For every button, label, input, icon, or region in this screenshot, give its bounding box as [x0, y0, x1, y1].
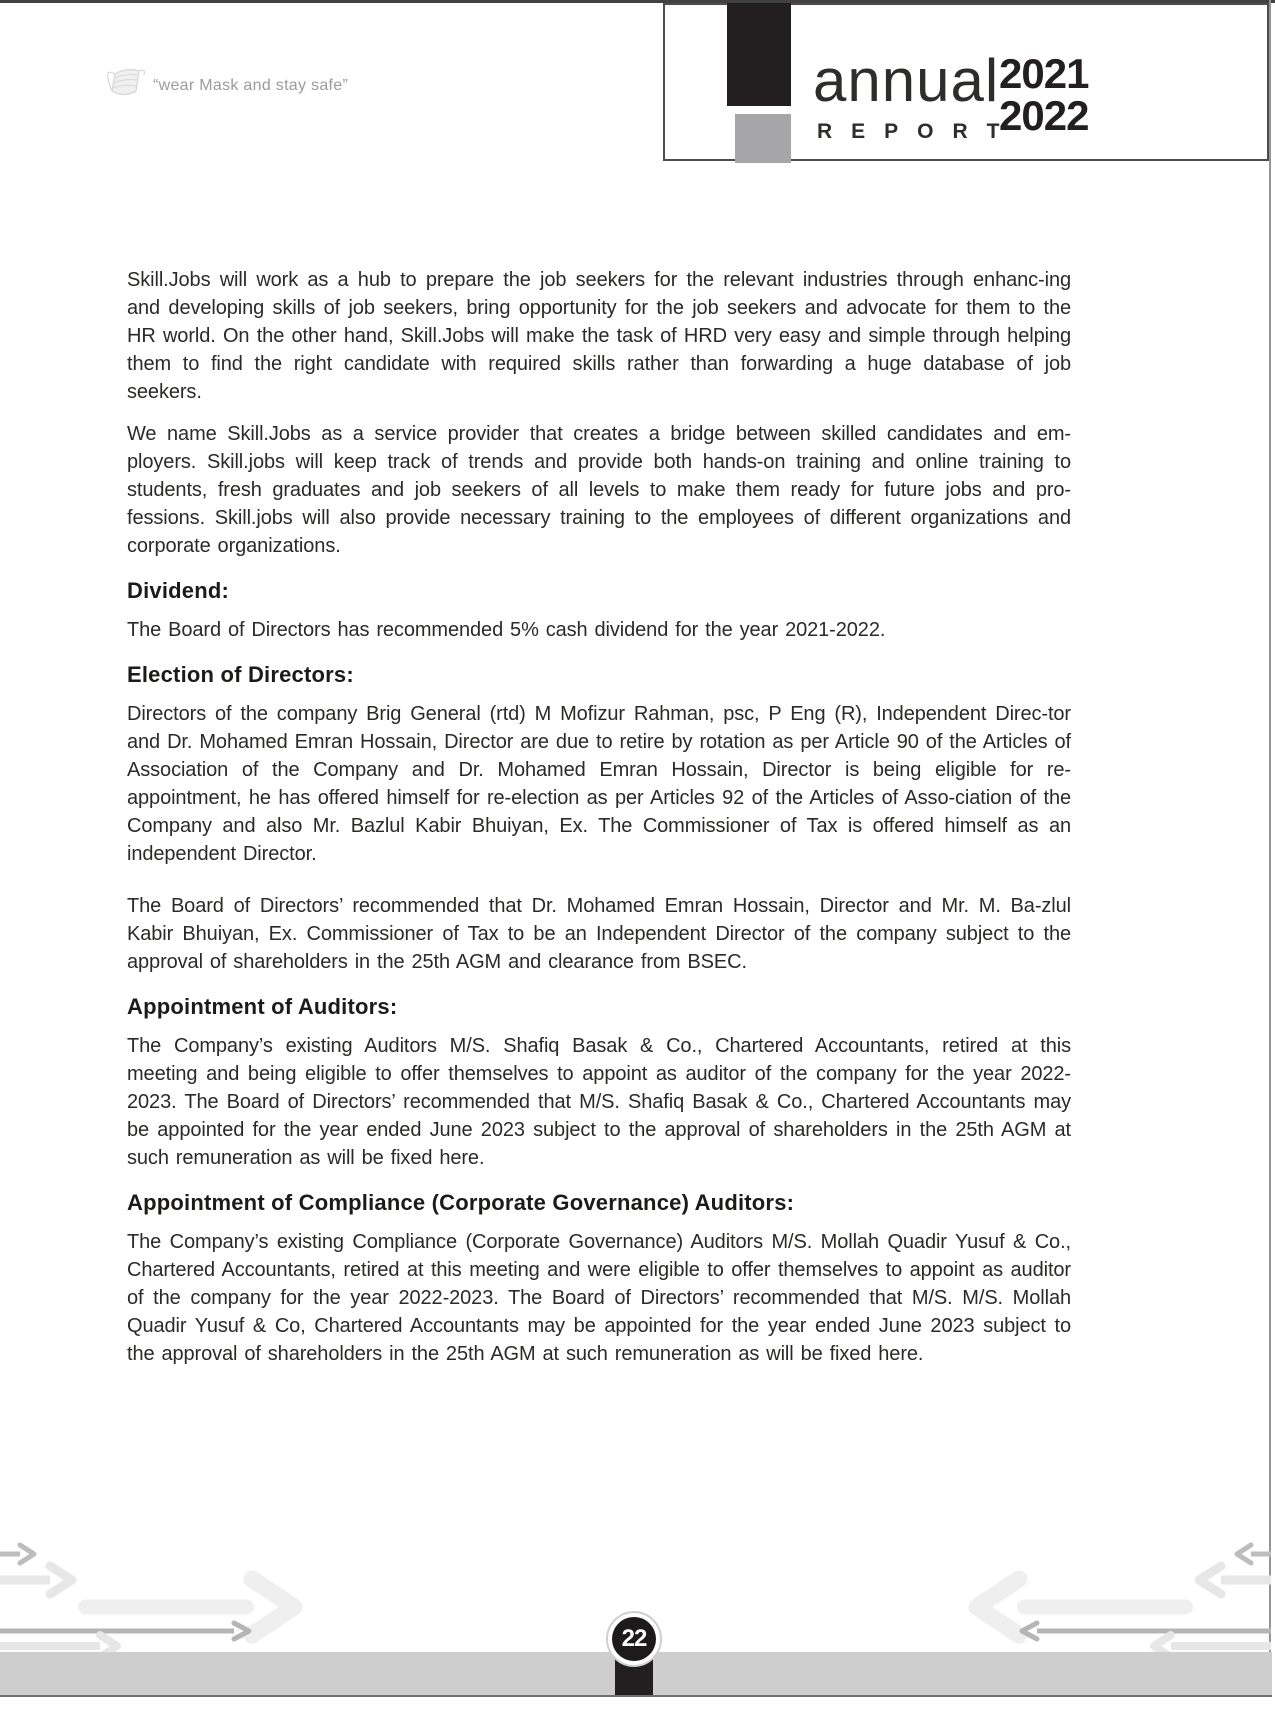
page-number-disc — [612, 1617, 656, 1661]
paragraph-skilljobs-bridge: We name Skill.Jobs as a service provider that creates a bridge between skilled candidates and em-ployers. Skill.jobs will keep track of trends and provide both hands-on training and online training to students, fresh graduates and job seekers of all levels to make them ready for future jobs and pro-fessions. Skill.jobs will also provide necessary training to the employees of different organizations and corporate organizations. — [127, 423, 1071, 557]
arrows-right-icon — [0, 1535, 310, 1660]
logo-years — [999, 50, 1089, 139]
paragraph-board-recommendation: The Board of Directors’ recommended that Dr. Mohamed Emran Hossain, Director and Mr. M. Ba-zlul Kabir Bhuiyan, Ex. Commissioner of Tax to be an Independent Director of the company subject to the approval of shareholders in the 25th AGM and clearance from BSEC. — [127, 895, 1071, 973]
page-number: 22 — [621, 1625, 647, 1652]
paragraph-dividend: The Board of Directors has recommended 5% cash dividend for the year 2021-2022. — [127, 619, 886, 641]
page-bottom-border — [0, 1695, 1272, 1697]
paragraph-auditors: The Company’s existing Auditors M/S. Shafiq Basak & Co., Chartered Accountants, retired at this meeting and being eligible to offer themselves to appoint as auditor of the company for the year 2022-2023. The Board of Directors’ recommended that M/S. Shafiq Basak & Co., Chartered Accountants may be appointed for the year ended June 2023 subject to the approval of shareholders in the 25th AGM at such remuneration as will be fixed here. — [127, 1035, 1071, 1169]
heading-dividend: Dividend: — [127, 578, 230, 603]
annual-report-logo — [663, 3, 1269, 161]
heading-appointment-of-auditors: Appointment of Auditors: — [127, 994, 398, 1019]
page-number-badge — [606, 1611, 662, 1667]
page-right-border — [1269, 0, 1271, 1697]
logo-word-annual: annual — [813, 47, 1000, 114]
arrows-left-icon — [961, 1535, 1271, 1660]
heading-election-of-directors: Election of Directors: — [127, 662, 354, 687]
paragraph-compliance-auditors: The Company’s existing Compliance (Corporate Governance) Auditors M/S. Mollah Quadir Yusuf & Co., Chartered Accountants, retired at this meeting and were eligible to offer themselves to appoint as auditor of the company for the year 2022-2023. The Board of Directors’ recommended that M/S. M/S. Mollah Quadir Yusuf & Co, Chartered Accountants may be appointed for the year ended June 2023 subject to the approval of shareholders in the 25th AGM at such remuneration as will be fixed here. — [127, 1231, 1071, 1365]
mask-badge — [103, 62, 348, 109]
logo-year-bottom: 2022 — [999, 92, 1089, 139]
logo-word-report: REPORT — [817, 120, 1019, 143]
heading-appointment-of-compliance-auditors: Appointment of Compliance (Corporate Governance) Auditors: — [127, 1190, 795, 1215]
paragraph-skilljobs-hub: Skill.Jobs will work as a hub to prepare the job seekers for the relevant industries through enhanc-ing and developing skills of job seekers, bring opportunity for the job seekers and advocate for them to the HR world. On the other hand, Skill.Jobs will make the task of HRD very easy and simple through helping them to find the right candidate with required skills rather than forwarding a huge database of job seekers. — [127, 269, 1071, 403]
face-mask-icon — [103, 62, 149, 109]
document-body — [127, 266, 1071, 1382]
logo-year-top: 2021 — [999, 50, 1089, 97]
mask-quote-text: “wear Mask and stay safe” — [153, 76, 349, 94]
logo-black-block — [727, 3, 791, 106]
paragraph-election-directors: Directors of the company Brig General (rtd) M Mofizur Rahman, psc, P Eng (R), Independent Direc-tor and Dr. Mohamed Emran Hossain, Director are due to retire by rotation as per Article 90 of the Articles of Association of the Company and Dr. Mohamed Emran Hossain, Director is being eligible for re-appointment, he has offered himself for re-election as per Articles 92 of the Articles of Asso-ciation of the Company and also Mr. Bazlul Kabir Bhuiyan, Ex. The Commissioner of Tax is offered himself as an independent Director. — [127, 703, 1071, 865]
logo-gray-block — [735, 114, 791, 163]
